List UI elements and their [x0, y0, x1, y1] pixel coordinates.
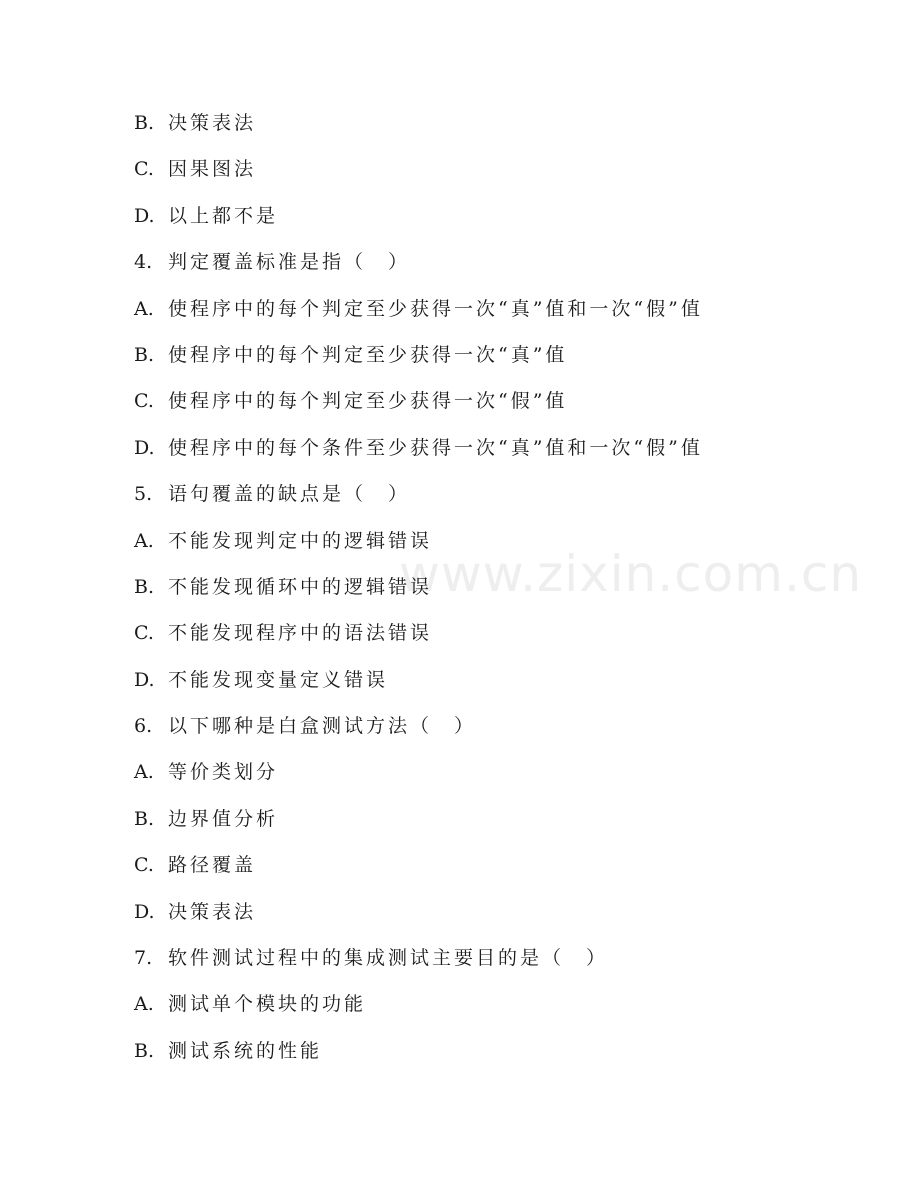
- option-line: [134, 336, 854, 382]
- line-marker: B.: [134, 112, 155, 134]
- question-number: 6.: [134, 715, 153, 738]
- option-line: [134, 661, 854, 707]
- option-line: [134, 382, 854, 428]
- option-line: [134, 290, 854, 336]
- line-marker: D.: [134, 900, 155, 923]
- question-number: 7.: [134, 947, 153, 970]
- line-marker: D.: [134, 204, 155, 227]
- question-text: 判定覆盖标准是指（ ）: [168, 251, 411, 274]
- option-line: [134, 753, 854, 799]
- line-text: 不能发现判定中的逻辑错误: [168, 529, 433, 552]
- question-text: 软件测试过程中的集成测试主要目的是（ ）: [168, 947, 609, 970]
- option-line: [134, 893, 854, 939]
- line-marker: A.: [134, 993, 154, 1016]
- line-marker: A.: [134, 761, 154, 784]
- question-line: [134, 243, 854, 289]
- line-text: 因果图法: [168, 158, 257, 181]
- line-text: 测试系统的性能: [168, 1039, 323, 1062]
- line-text: 以上都不是: [168, 204, 279, 227]
- question-text: 语句覆盖的缺点是（ ）: [168, 483, 411, 506]
- option-line: [134, 846, 854, 892]
- line-marker: A.: [134, 529, 154, 552]
- option-line: [134, 614, 854, 660]
- line-text: 决策表法: [168, 900, 257, 923]
- line-marker: C.: [134, 622, 154, 645]
- question-number: 4.: [134, 251, 153, 274]
- option-line: [134, 800, 854, 846]
- line-marker: B.: [134, 575, 155, 598]
- question-line: [134, 475, 854, 521]
- line-text: 边界值分析: [168, 807, 279, 830]
- line-marker: B.: [134, 807, 155, 830]
- line-text: 决策表法: [168, 112, 257, 134]
- line-text: 路径覆盖: [168, 854, 257, 877]
- line-text: 使程序中的每个判定至少获得一次“真”值和一次“假”值: [168, 297, 703, 320]
- line-text: 使程序中的每个条件至少获得一次“真”值和一次“假”值: [168, 436, 703, 459]
- question-line: [134, 939, 854, 985]
- question-line: [134, 707, 854, 753]
- line-marker: D.: [134, 668, 155, 691]
- line-marker: A.: [134, 297, 154, 320]
- line-text: 等价类划分: [168, 761, 279, 784]
- option-line: [134, 522, 854, 568]
- line-text: 不能发现变量定义错误: [168, 668, 389, 691]
- line-text: 不能发现程序中的语法错误: [168, 622, 433, 645]
- line-text: 使程序中的每个判定至少获得一次“假”值: [168, 390, 568, 413]
- option-line: [134, 1032, 854, 1078]
- line-text: 测试单个模块的功能: [168, 993, 367, 1016]
- line-marker: C.: [134, 854, 154, 877]
- option-line: [134, 429, 854, 475]
- option-line: [134, 197, 854, 243]
- question-list: [134, 104, 854, 1078]
- option-line: [134, 985, 854, 1031]
- question-text: 以下哪种是白盒测试方法（ ）: [168, 715, 477, 738]
- watermark: www.zixin.com.cn: [399, 545, 863, 603]
- option-line: [134, 104, 854, 150]
- question-number: 5.: [134, 483, 153, 506]
- line-marker: D.: [134, 436, 155, 459]
- line-marker: C.: [134, 390, 154, 413]
- line-marker: B.: [134, 343, 155, 366]
- line-marker: B.: [134, 1039, 155, 1062]
- line-text: 使程序中的每个判定至少获得一次“真”值: [168, 343, 568, 366]
- line-marker: C.: [134, 158, 154, 181]
- option-line: [134, 568, 854, 614]
- option-line: [134, 150, 854, 196]
- line-text: 不能发现循环中的逻辑错误: [168, 575, 433, 598]
